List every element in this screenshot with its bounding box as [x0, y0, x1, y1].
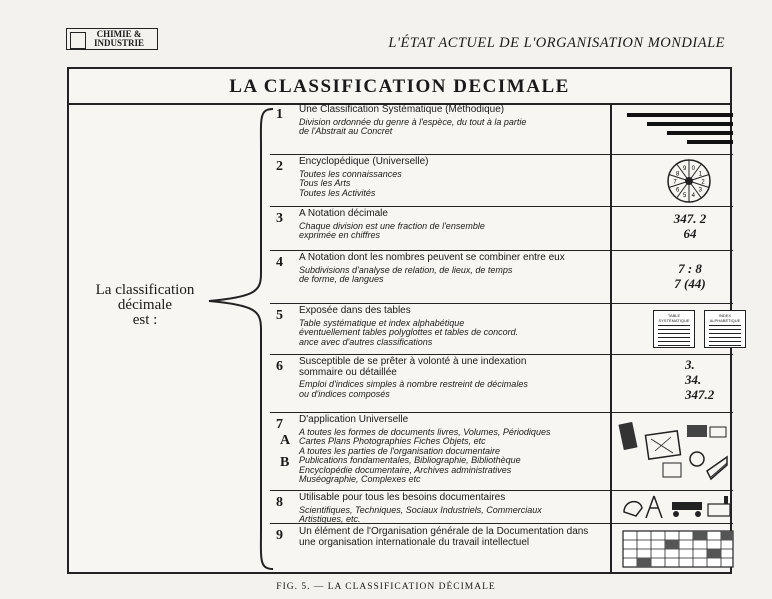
wheel-digit: 9	[683, 166, 687, 173]
wheel-digit: 8	[676, 171, 680, 178]
row-text: Une Classification Systématique (Méthodique) Division ordonnée du genre à l'espèce, du tout à la partie de l'Abstrait au Concret	[299, 105, 599, 137]
table-row-8: 8 Utilisable pour tous les besoins documentaires Scientifiques, Techniques, Sociaux Industriels, Commerciaux Artistiques, etc.	[270, 490, 733, 523]
hierarchy-bars-icon	[625, 111, 735, 147]
table-row-1	[270, 103, 733, 154]
table-row-4: 4 A Notation dont les nombres peuvent se combiner entre eux Subdivisions d'analyse de relation, de lieux, de temps de forme, de langues 7 : 8 7 (44)	[270, 250, 733, 303]
table-title: LA CLASSIFICATION DECIMALE	[69, 69, 730, 105]
wheel-digit: 4	[691, 192, 695, 199]
column-icon	[70, 32, 86, 49]
knowledge-wheel-icon	[666, 158, 712, 204]
logo-line-2: INDUSTRIE	[93, 38, 144, 48]
wheel-digit: 2	[701, 179, 705, 186]
systematic-table-book-icon: TABLE SYSTÉMATIQUE	[653, 310, 695, 348]
row-number: 1	[276, 107, 283, 122]
wheel-digit: 1	[698, 171, 702, 178]
sub-letter-b: B	[280, 455, 290, 470]
indexation-examples: 3. 34. 347.2	[685, 357, 715, 402]
figure-caption: FIG. 5. — LA CLASSIFICATION DÉCIMALE	[276, 582, 496, 592]
table-row-3: 3 A Notation décimale Chaque division est une fraction de l'ensemble exprimée en chiffres 347. 2 64	[270, 206, 733, 250]
classification-table	[67, 67, 741, 574]
wheel-digit: 5	[683, 192, 687, 199]
wheel-digit: 3	[698, 187, 702, 194]
wheel-digit: 0	[691, 166, 695, 173]
table-row-2: 2 Encyclopédique (Universelle) Toutes les connaissances Tous les Arts Toutes les Activités 0 1 2 3 4 5 6 7 8 9	[270, 154, 733, 206]
alphabetical-index-book-icon: INDEX ALPHABÉTIQUE	[704, 310, 746, 348]
table-row-7: 7 A B D'application Universelle A toutes les formes de documents livres, Volumes, Périodiques Cartes Plans Photographies Fiches Objets, etc A toutes les parties de l'organisation documentaire Publications fondamentales, Bibliographie, Bibliothèque Encyclopédie documentaire, Archives administratives Muséographie, Complexes etc	[270, 412, 733, 490]
journal-logo	[66, 28, 158, 50]
wheel-digit: 7	[673, 179, 677, 186]
document-forms-illustration	[615, 417, 730, 487]
activities-illustration	[620, 492, 735, 522]
page-header-title: L'ÉTAT ACTUEL DE L'ORGANISATION MONDIALE	[388, 35, 725, 51]
organization-grid-icon	[622, 530, 734, 568]
wheel-digit: 6	[676, 187, 680, 194]
left-label: La classification décimale est :	[95, 282, 195, 328]
decimal-examples: 347. 2 64	[673, 211, 707, 241]
table-row-6: 6 Susceptible de se prêter à volonté à une indexation sommaire ou détaillée Emploi d'indices simples à nombre restreint de décimales ou d'indices composés 3. 34. 347.2	[270, 354, 733, 412]
row-heading: Une Classification Systématique (Méthodique)	[299, 104, 505, 115]
sub-letter-a: A	[280, 433, 291, 448]
logo-line-1: CHIMIE &	[96, 29, 142, 39]
table-row-5: 5 Exposée dans des tables Table systématique et index alphabétique éventuellement tables polyglottes et tables de concord. ance avec d'autres classifications TABLE SYSTÉMATIQUE INDEX ALPHABÉTIQUE	[270, 303, 733, 354]
combination-examples: 7 : 8 7 (44)	[674, 261, 706, 291]
table-row-9: 9 Un élément de l'Organisation générale de la Documentation dans une organisation internationale du travail intellectuel	[270, 523, 733, 574]
